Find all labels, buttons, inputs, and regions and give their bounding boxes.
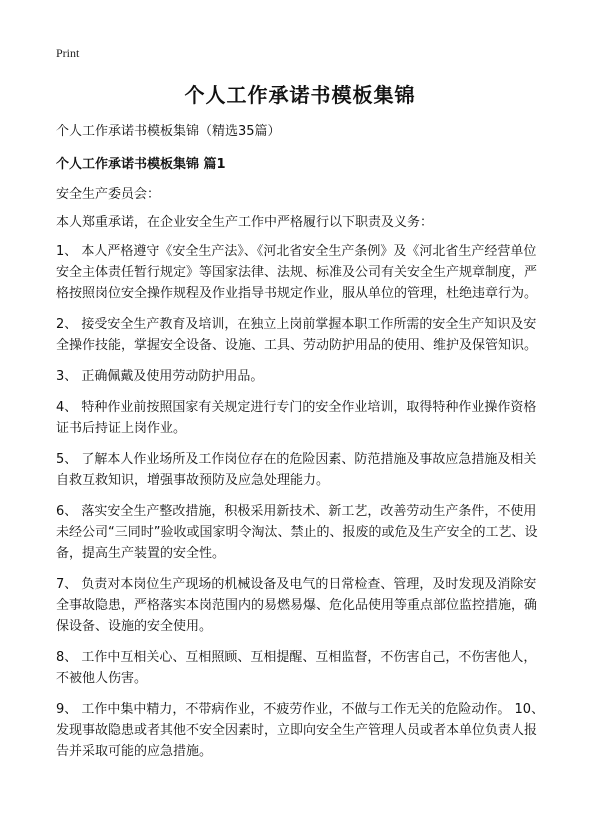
list-item: 5、 了解本人作业场所及工作岗位存在的危险因素、防范措施及事故应急措施及相关自救互救知识，增强事故预防及应急处理能力。 [56,452,537,488]
print-label: Print [56,46,80,60]
page-title: 个人工作承诺书模板集锦 [184,83,416,107]
list-item: 9、 工作中集中精力，不带病作业，不疲劳作业，不做与工作无关的危险动作。 10、 发现事故隐患或者其他不安全因素时，立即向安全生产管理人员或者本单位负责人报告并采取可能的应急措施。 [56,702,545,759]
list-item: 6、 落实安全生产整改措施，积极采用新技术、新工艺，改善劳动生产条件，不使用未经公司“三同时”验收或国家明令淘汰、禁止的、报废的或危及生产安全的工艺、设备，提高生产装置的安全性。 [56,504,538,561]
list-item: 1、 本人严格遵守《安全生产法》、《河北省安全生产条例》及《河北省生产经营单位安全主体责任暂行规定》等国家法律、法规、标准及公司有关安全生产规章制度，严格按照岗位安全操作规程及作业指导书规定作业，服从单位的管理，杜绝违章行为。 [56,244,538,301]
list-item: 8、 工作中互相关心、互相照顾、互相提醒、互相监督，不伤害自己，不伤害他人，不被他人伤害。 [56,650,537,686]
section-heading: 个人工作承诺书模板集锦 篇1 [56,157,226,172]
document-body [56,121,548,772]
list-item: 2、 接受安全生产教育及培训，在独立上岗前掌握本职工作所需的安全生产知识及安全操作技能，掌握安全设备、设施、工具、劳动防护用品的使用、维护及保管知识。 [56,317,538,353]
document-subtitle: 个人工作承诺书模板集锦（精选35篇） [56,124,281,139]
salutation: 安全生产委员会： [56,187,161,202]
intro-paragraph: 本人郑重承诺，在企业安全生产工作中严格履行以下职责及义务： [56,215,434,230]
list-item: 7、 负责对本岗位生产现场的机械设备及电气的日常检查、管理，及时发现及消除安全事故隐患，严格落实本岗范围内的易燃易爆、危化品使用等重点部位监控措施，确保设备、设施的安全使用。 [56,577,538,634]
list-item: 3、 正确佩戴及使用劳动防护用品。 [56,369,264,384]
list-item: 4、 特种作业前按照国家有关规定进行专门的安全作业培训，取得特种作业操作资格证书后持证上岗作业。 [56,400,537,436]
